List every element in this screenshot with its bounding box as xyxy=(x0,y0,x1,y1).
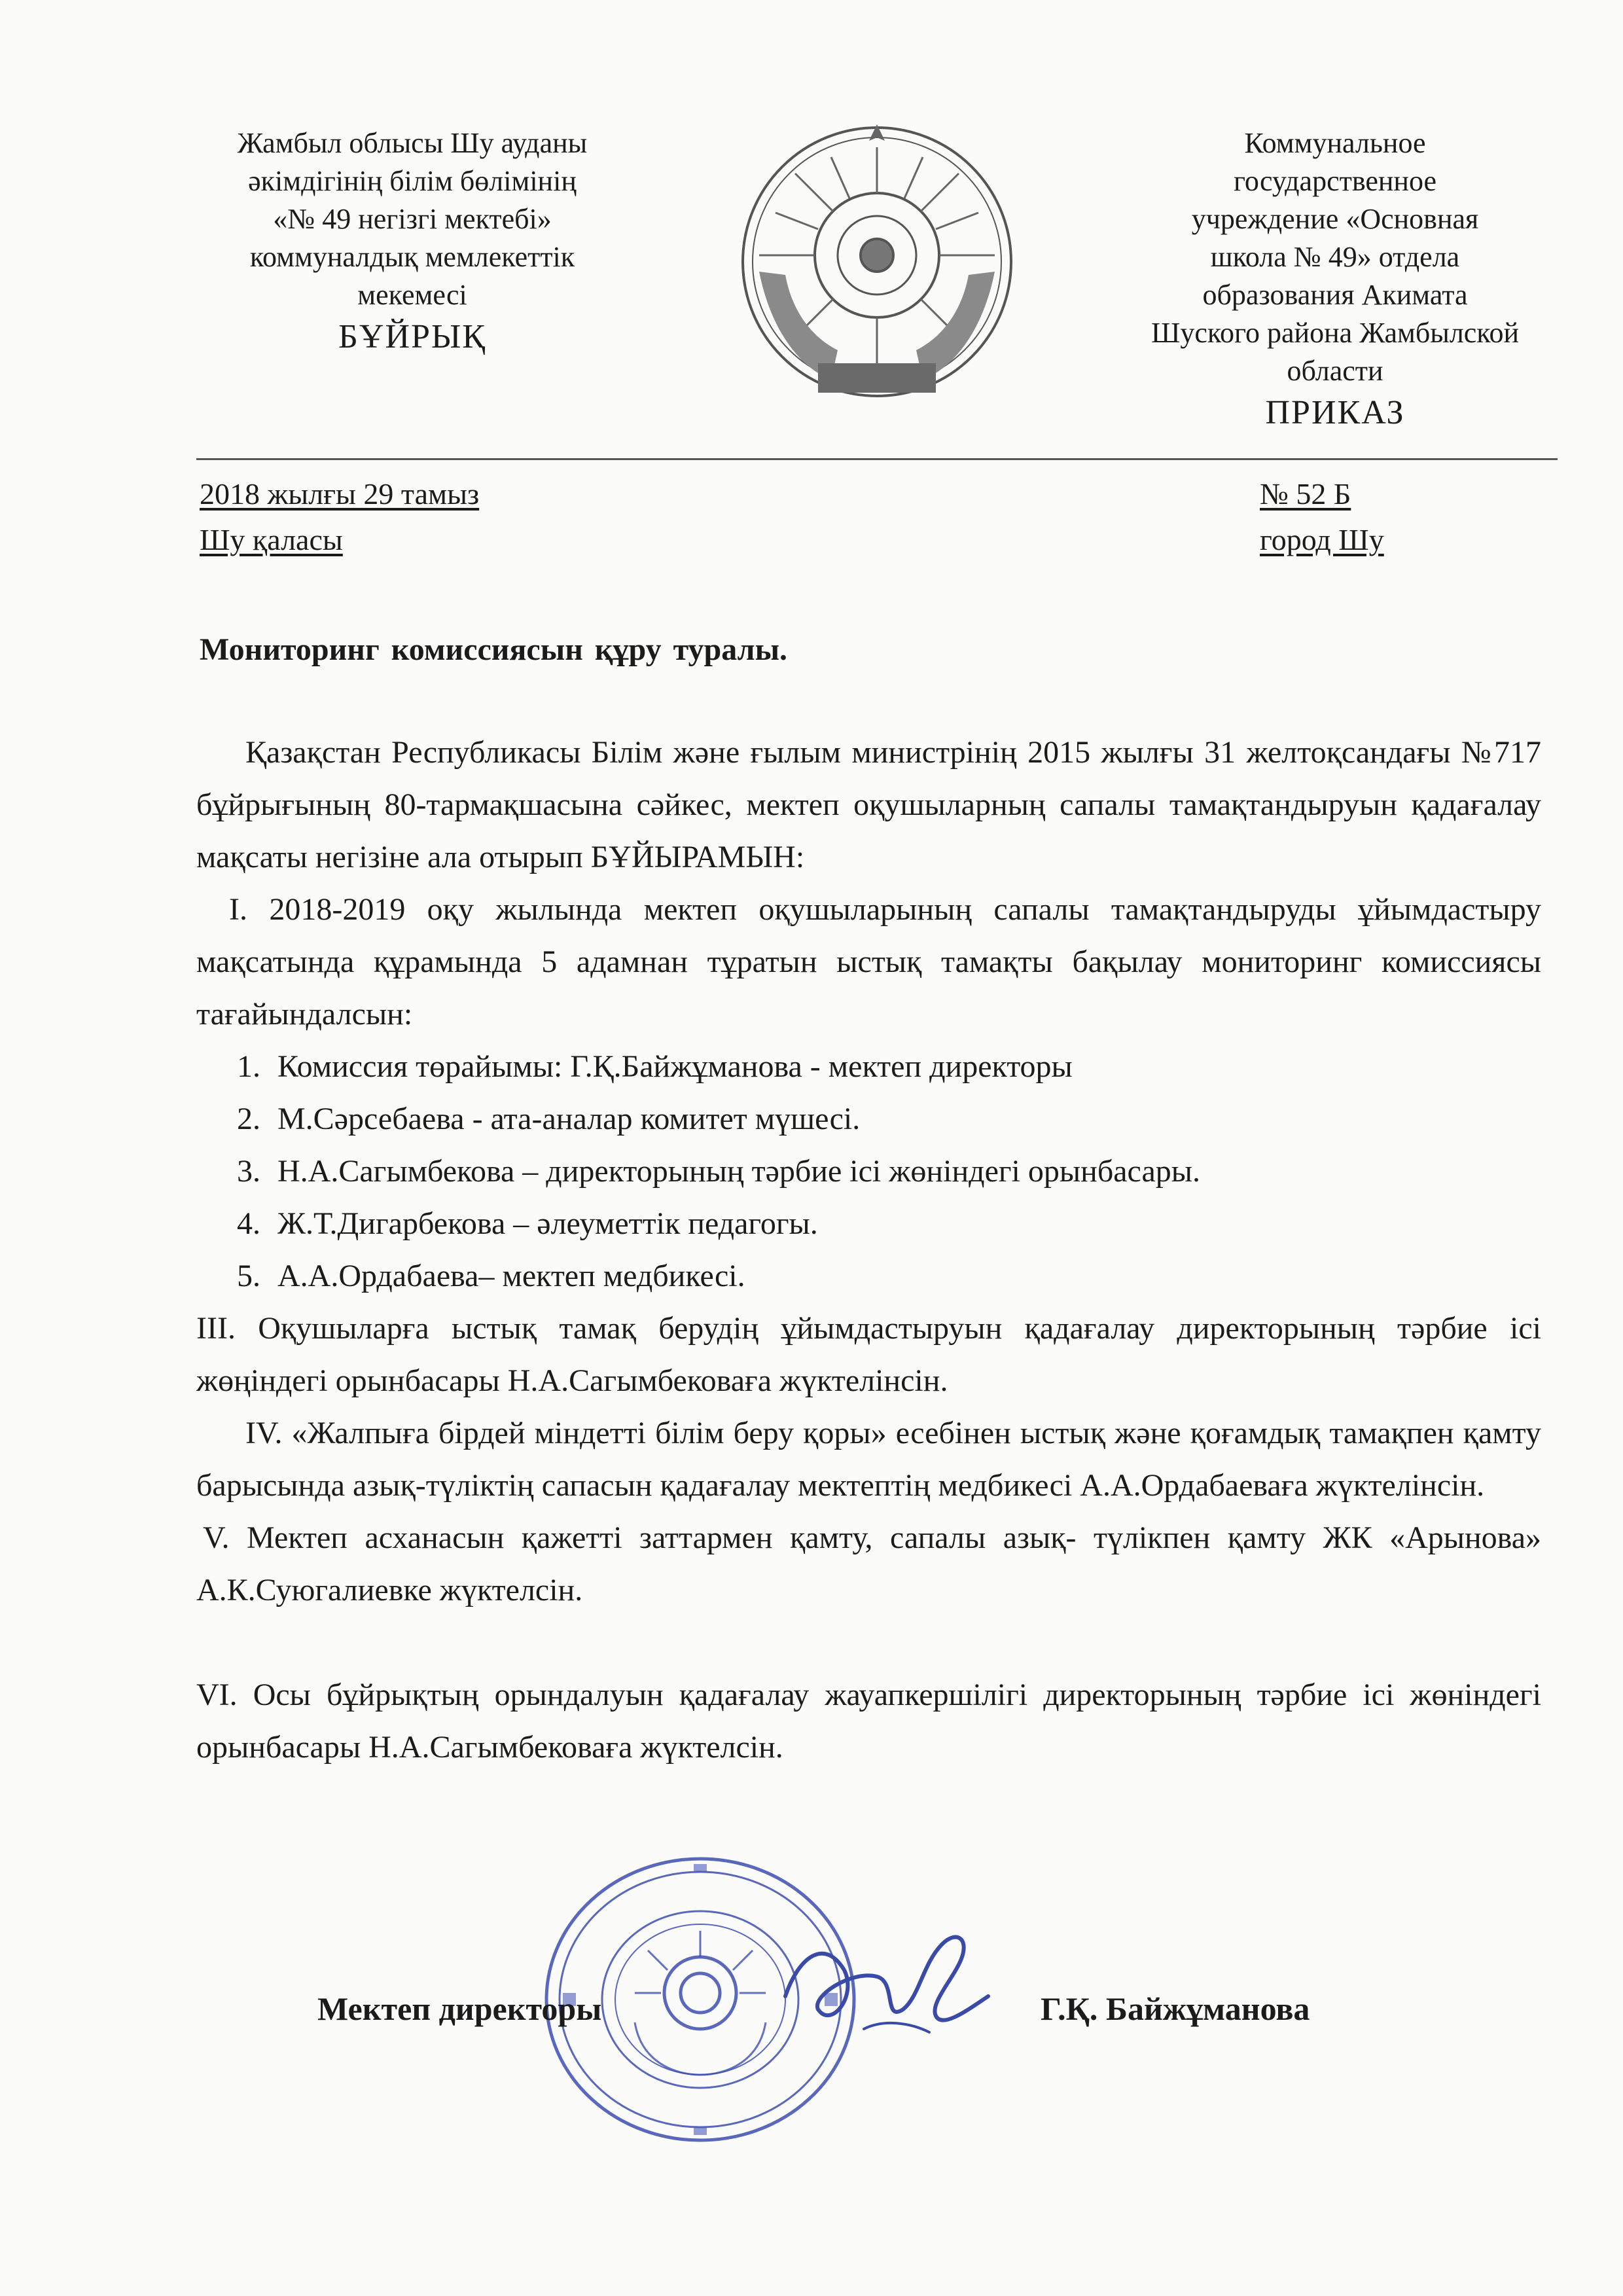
meta-right xyxy=(1260,471,1384,563)
place-ru: город Шу xyxy=(1260,523,1384,556)
doc-type-ru: ПРИКАЗ xyxy=(1265,394,1405,431)
commission-members-list xyxy=(196,1041,1541,1302)
list-item: 1. Комиссия төрайымы: Г.Қ.Байжұманова - мектеп директоры xyxy=(268,1041,1541,1093)
section-6: VI. Осы бұйрықтың орындалуын қадағалау жауапкершілігі директорының тәрбие ісі жөніндегі орынбасары Н.А.Сагымбековаға жүктелсін. xyxy=(196,1677,1541,1765)
header-left-line: «№ 49 негізгі мектебі» xyxy=(273,203,552,235)
header-right-line: области xyxy=(1287,355,1383,387)
place-kz: Шу қаласы xyxy=(200,523,343,556)
header-left xyxy=(190,124,635,356)
header-right xyxy=(1113,124,1558,432)
header-left-line: мекемесі xyxy=(357,279,467,311)
section-3: III. Оқушыларға ыстық тамақ берудің ұйымдастыруын қадағалау директорының тәрбие ісі жөңіндегі орынбасары Н.А.Сагымбековаға жүктелінсін. xyxy=(196,1311,1541,1398)
header-divider xyxy=(196,458,1558,460)
section-1: I. 2018-2019 оқу жылында мектеп оқушыларының сапалы тамақтандыруды ұйымдастыру мақсатында құрамында 5 адамнан тұратын ыстық тамақты бақылау мониторинг комиссиясы тағайындалсын: xyxy=(196,892,1541,1031)
preamble: Қазақстан Республикасы Білім және ғылым министрінің 2015 жылғы 31 желтоқсандағы №717 бұйрығының 80-тармақшасына сәйкес, мектеп оқушыларның сапалы тамақтандыруын қадағалау мақсаты негізіне ала отырып БҰЙЫРАМЫН: xyxy=(196,735,1541,874)
header-left-line: коммуналдық мемлекеттік xyxy=(249,241,575,273)
header-right-line: Шуского района Жамбылской xyxy=(1151,317,1519,349)
header-right-line: государственное xyxy=(1233,165,1437,197)
header-left-line: әкімдігінің білім бөлімінің xyxy=(248,165,577,197)
list-item: 2. М.Сәрсебаева - ата-аналар комитет мүшесі. xyxy=(268,1093,1541,1145)
meta-left xyxy=(200,471,479,563)
order-subject: Мониторинг комиссиясын құру туралы. xyxy=(200,632,788,667)
doc-type-kz: БҰЙРЫҚ xyxy=(338,318,486,355)
signature-role: Мектеп директоры xyxy=(317,1990,602,2027)
header-right-line: школа № 49» отдела xyxy=(1210,241,1460,273)
handwritten-signature xyxy=(772,1898,995,2055)
order-number: № 52 Б xyxy=(1260,477,1351,511)
header-right-line: Коммунальное xyxy=(1244,127,1426,159)
header-right-line: учреждение «Основная xyxy=(1191,203,1479,235)
list-item: 4. Ж.Т.Дигарбекова – әлеуметтік педагогы. xyxy=(268,1198,1541,1250)
header-right-line: образования Акимата xyxy=(1202,279,1468,311)
state-emblem-icon xyxy=(733,121,1021,416)
section-4: IV. «Жалпыға бірдей міндетті білім беру қоры» есебінен ыстық және қоғамдық тамақпен қамту барысында азық-түліктің сапасын қадағалау мектептің медбикесі А.А.Ордабаеваға жүктелінсін. xyxy=(196,1416,1541,1503)
header-left-line: Жамбыл облысы Шу ауданы xyxy=(237,127,588,159)
spacer xyxy=(196,1617,1541,1669)
order-body xyxy=(196,726,1541,1774)
order-date: 2018 жылғы 29 тамыз xyxy=(200,477,480,511)
section-5: V. Мектеп асханасын қажетті заттармен қамту, сапалы азық- түлікпен қамту ЖК «Арынова» А.К.Суюгалиевке жүктелсін. xyxy=(196,1520,1541,1607)
signature-name: Г.Қ. Байжұманова xyxy=(1041,1990,1310,2027)
list-item: 5. А.А.Ордабаева– мектеп медбикесі. xyxy=(268,1250,1541,1302)
list-item: 3. Н.А.Сагымбекова – директорының тәрбие ісі жөніндегі орынбасары. xyxy=(268,1145,1541,1198)
